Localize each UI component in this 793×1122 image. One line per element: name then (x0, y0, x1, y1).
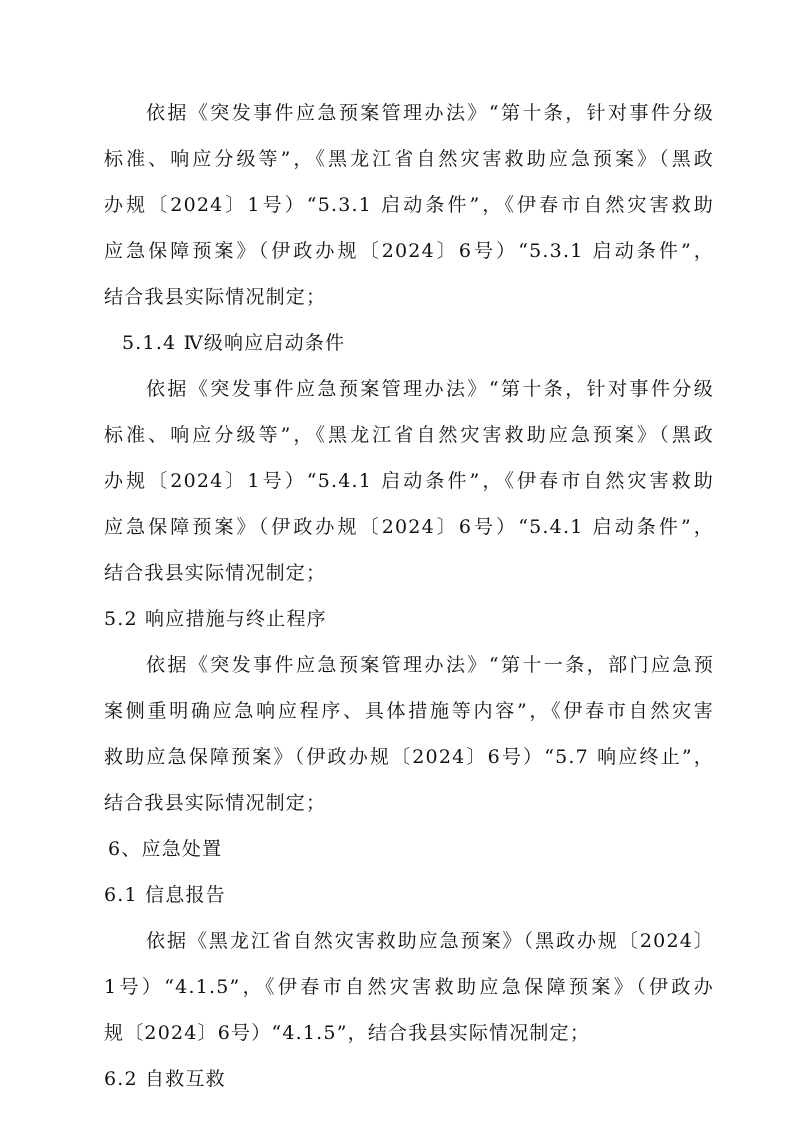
paragraph-line: 结合我县实际情况制定； (104, 792, 327, 814)
section-heading: 6、应急处置 (108, 838, 223, 860)
paragraph-line: 应急保障预案》（伊政办规〔2024〕6号）“5.3.1 启动条件”， (104, 240, 714, 262)
paragraph-line: 依据《黑龙江省自然灾害救助应急预案》（黑政办规〔2024〕 (146, 930, 714, 952)
paragraph-line: 依据《突发事件应急预案管理办法》“第十条，针对事件分级 (146, 102, 714, 124)
section-heading: 6.1 信息报告 (104, 884, 226, 906)
paragraph-line: 结合我县实际情况制定； (104, 562, 327, 584)
paragraph-line: 标准、响应分级等”，《黑龙江省自然灾害救助应急预案》（黑政 (104, 148, 714, 170)
section-heading: 5.1.4 Ⅳ级响应启动条件 (122, 332, 346, 354)
paragraph-line: 依据《突发事件应急预案管理办法》“第十条，针对事件分级 (146, 378, 714, 400)
paragraph-line: 办规〔2024〕1号）“5.3.1 启动条件”，《伊春市自然灾害救助 (104, 194, 714, 216)
paragraph-line: 规〔2024〕6号）“4.1.5”，结合我县实际情况制定； (104, 1022, 591, 1044)
paragraph-line: 1号）“4.1.5”，《伊春市自然灾害救助应急保障预案》（伊政办 (104, 976, 714, 998)
paragraph-line: 标准、响应分级等”，《黑龙江省自然灾害救助应急预案》（黑政 (104, 424, 714, 446)
paragraph-line: 应急保障预案》（伊政办规〔2024〕6号）“5.4.1 启动条件”， (104, 516, 714, 538)
section-heading: 6.2 自救互救 (104, 1068, 226, 1090)
paragraph-line: 结合我县实际情况制定； (104, 286, 327, 308)
paragraph-line: 办规〔2024〕1号）“5.4.1 启动条件”，《伊春市自然灾害救助 (104, 470, 714, 492)
paragraph-line: 案侧重明确应急响应程序、具体措施等内容”，《伊春市自然灾害 (104, 700, 714, 722)
section-heading: 5.2 响应措施与终止程序 (104, 608, 327, 630)
paragraph-line: 依据《突发事件应急预案管理办法》“第十一条，部门应急预 (146, 654, 714, 676)
paragraph-line: 救助应急保障预案》（伊政办规〔2024〕6号）“5.7 响应终止”， (104, 746, 714, 768)
